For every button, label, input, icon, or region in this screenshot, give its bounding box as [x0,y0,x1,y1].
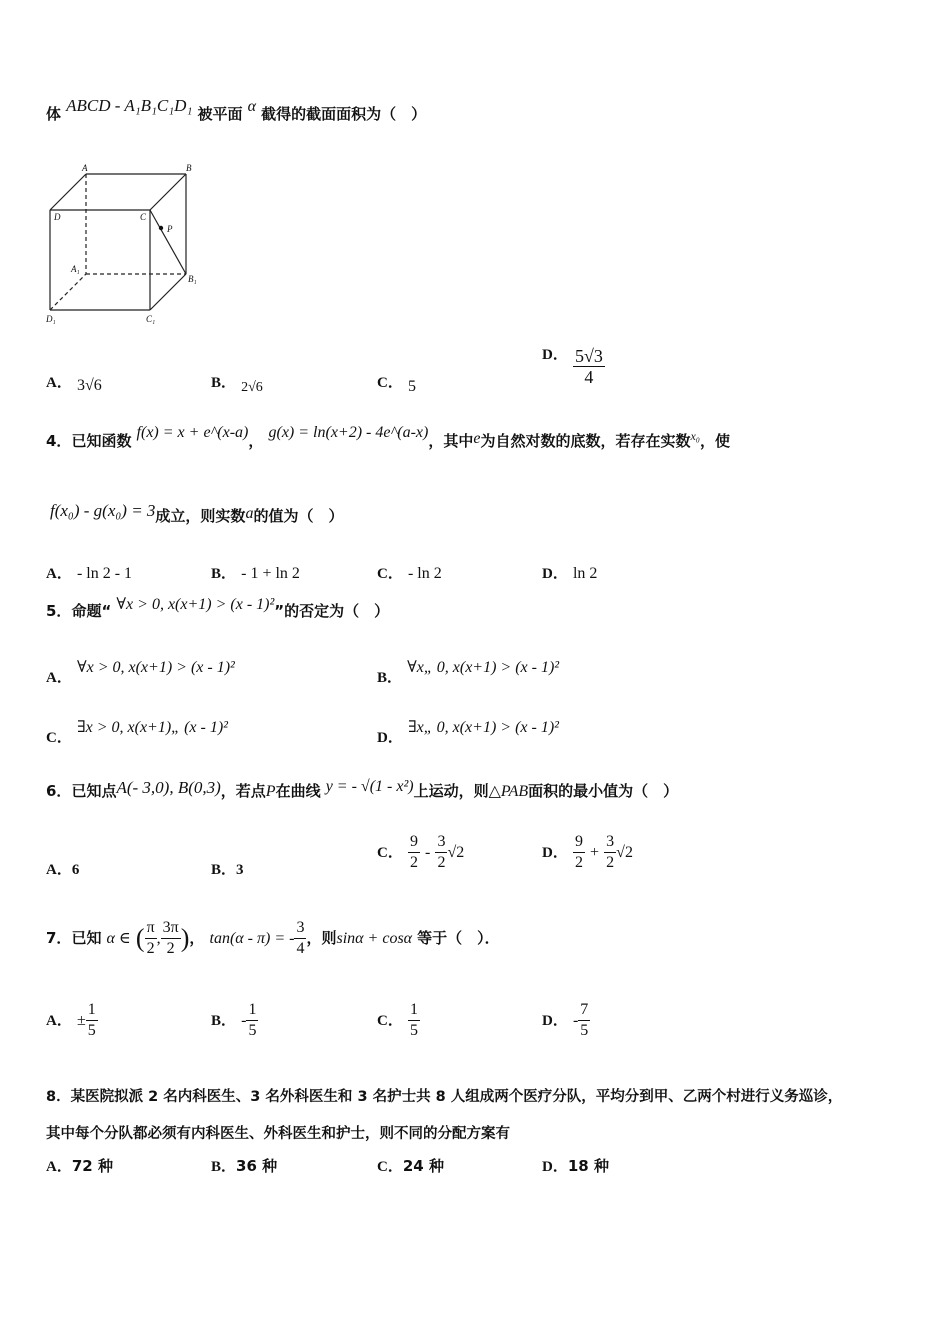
q5-option-a[interactable]: A． ∀x > 0, x(x+1) > (x - 1)² [46,659,235,686]
q7-expr: sinα + cosα [336,930,413,947]
q4-g: g(x) = ln(x+2) - 4e^(a-x) [268,424,429,441]
q7-option-d[interactable]: D． - $\frac{7}{5}$ [542,1001,589,1039]
q4-stem-line1: 4．已知函数 f(x) = x + e^(x-a)， g(x) = ln(x+2) - 4e^(a-x)，其中e为自然对数的底数，若存在实数$^{x_0}$，使 [46,424,730,450]
q3-option-b[interactable]: B． 2√6 [211,375,263,395]
q4-option-a[interactable]: A． - ln 2 - 1 [46,565,133,582]
q5-option-c[interactable]: C． ∃x > 0, x(x+1)„ (x - 1)² [46,719,228,746]
q8-option-d[interactable]: D．18 种 [542,1157,609,1175]
q7-option-c[interactable]: C． $\frac{1}{5}$ [377,1001,418,1039]
q6-option-b[interactable]: B．3 [211,862,244,878]
q5-proposition: ∀x > 0, x(x+1) > (x - 1)² [116,596,275,613]
q8-option-b[interactable]: B．36 种 [211,1157,278,1175]
q3-option-a[interactable]: A． 3√6 [46,375,102,394]
q3-stem: 体 ABCD - A₁B₁C₁D₁ 被平面 α 截得的截面面积为（ ） [46,96,427,123]
q7-stem: 7．已知 α ∈ ( $\frac{\pi}{2}$ , $\frac{3\pi}{2}$ )， tan(α - π) = - $\frac{3}{4}$ ，则sinα + cosα 等于（ ）． [46,919,500,957]
q8-stem-line2: 其中每个分队都必须有内科医生、外科医生和护士，则不同的分配方案有 [46,1126,510,1142]
q6-stem: 6．已知点A(- 3,0), B(0,3)，若点P在曲线 y = - √(1 - x²)上运动，则△PAB面积的最小值为（ ） [46,778,679,800]
q4-stem-line2: f(x₀) - g(x₀) = 3成立，则实数a的值为（ ） [50,501,344,525]
q4-f: f(x) = x + e^(x-a) [136,424,249,441]
cube-figure [40,160,210,330]
q5-stem: 5．命题“ ∀x > 0, x(x+1) > (x - 1)²”的否定为（ ） [46,596,390,620]
q6-option-c[interactable]: C． $\frac{9}{2}$ - $\frac{3}{2}$ √2 [377,833,465,871]
label-D1: D₁ [46,314,56,324]
q6-option-a[interactable]: A．6 [46,862,80,878]
q3-option-c[interactable]: C． 5 [377,375,416,395]
q6-option-d[interactable]: D． $\frac{9}{2}$ + $\frac{3}{2}$ √2 [542,833,633,871]
label-C: C [140,212,147,222]
q8-stem-line1: 8．某医院拟派 2 名内科医生、3 名外科医生和 3 名护士共 8 人组成两个医疗分队，平均分到甲、乙两个村进行义务巡诊， [46,1089,843,1105]
q3-solid: ABCD - A₁B₁C₁D₁ [66,96,193,115]
q7-option-a[interactable]: A． ± $\frac{1}{5}$ [46,1001,96,1039]
q6-points: A(- 3,0), B(0,3) [116,778,221,797]
q7-tan: tan(α - π) = - [209,930,295,947]
label-C1: C₁ [146,314,156,324]
q4-option-b[interactable]: B． - 1 + ln 2 [211,565,300,582]
q5-option-b[interactable]: B． ∀x„ 0, x(x+1) > (x - 1)² [377,659,560,686]
q4-condition: f(x₀) - g(x₀) = 3 [50,501,156,520]
q4-option-c[interactable]: C． - ln 2 [377,565,442,582]
q8-option-c[interactable]: C．24 种 [377,1157,444,1175]
label-P: P [167,224,173,234]
q5-option-d[interactable]: D． ∃x„ 0, x(x+1) > (x - 1)² [377,719,559,746]
q7-option-b[interactable]: B． - $\frac{1}{5}$ [211,1001,257,1039]
q4-option-d[interactable]: D． ln 2 [542,565,598,582]
q6-curve: y = - √(1 - x²) [325,778,414,795]
label-A1: A₁ [71,264,80,274]
label-A: A [82,163,88,173]
q8-option-a[interactable]: A．72 种 [46,1157,113,1175]
label-D: D [54,212,61,222]
q3-option-d[interactable]: D． $\frac{5√3}{4}$ [542,346,603,387]
label-B1: B₁ [188,274,197,284]
label-B: B [186,163,192,173]
